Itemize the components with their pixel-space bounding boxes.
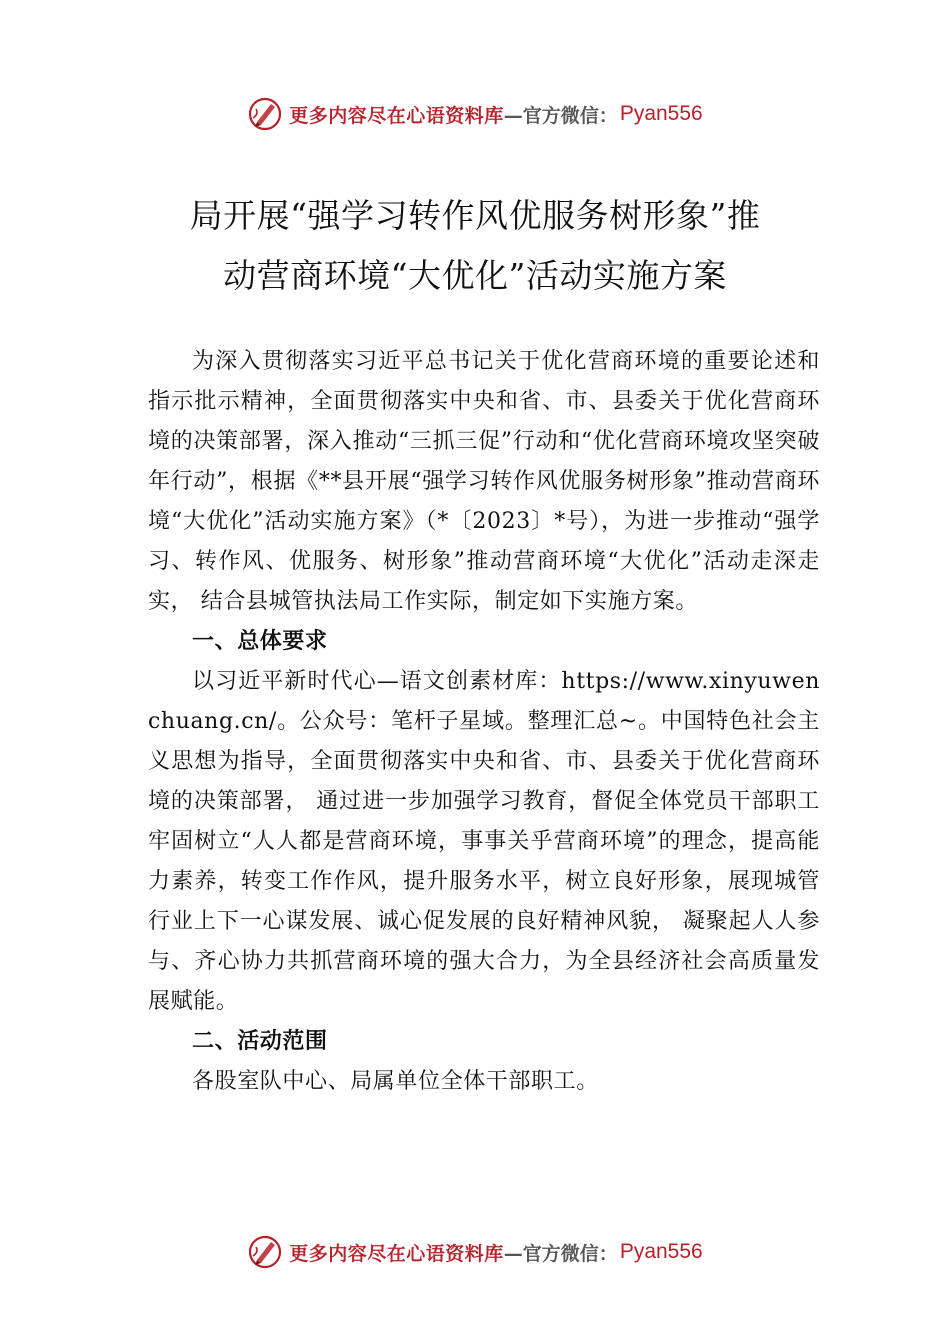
watermark-account: Pyan556 — [619, 1240, 703, 1263]
watermark-header — [0, 94, 950, 134]
pen-logo-icon — [247, 96, 283, 132]
document-title — [120, 186, 830, 306]
watermark-separator: —官方微信： — [503, 104, 618, 127]
pen-logo-icon — [247, 1234, 283, 1270]
section-heading-1: 一、总体要求 — [192, 629, 328, 654]
section-heading-2: 二、活动范围 — [192, 1029, 328, 1054]
title-line-2: 动营商环境“大优化”活动实施方案 — [223, 256, 727, 295]
watermark-main-text: 更多内容尽在心语资料库 — [289, 1242, 504, 1265]
watermark-main-text: 更多内容尽在心语资料库 — [289, 104, 504, 127]
intro-paragraph: 为深入贯彻落实习近平总书记关于优化营商环境的重要论述和指示批示精神，全面贯彻落实中央和省、市、县委关于优化营商环境的决策部署，深入推动“三抓三促”行动和“优化营商环境攻坚突破年行动”，根据《**县开展“强学习转作风优服务树形象”推动营商环境“大优化”活动实施方案》（*〔2023〕*号），为进一步推动“强学习、转作风、优服务、树形象”推动营商环境“大优化”活动走深走实， 结合县城管执法局工作实际，制定如下实施方案。 — [148, 349, 820, 614]
watermark-footer — [0, 1232, 950, 1272]
title-line-1: 局开展“强学习转作风优服务树形象”推 — [189, 196, 761, 235]
document-body — [148, 342, 820, 1102]
watermark-separator: —官方微信： — [503, 1242, 618, 1265]
watermark-account: Pyan556 — [619, 102, 703, 125]
section-2-paragraph: 各股室队中心、局属单位全体干部职工。 — [192, 1069, 599, 1094]
section-1-paragraph: 以习近平新时代心—语文创素材库：https://www.xinyuwenchuang.cn/。公众号：笔杆子星域。整理汇总~。中国特色社会主义思想为指导，全面贯彻落实中央和省、市、县委关于优化营商环境的决策部署， 通过进一步加强学习教育，督促全体党员干部职工牢固树立“人人都是营商环境，事事关乎营商环境”的理念，提高能力素养，转变工作作风，提升服务水平，树立良好形象，展现城管行业上下一心谋发展、诚心促发展的良好精神风貌， 凝聚起人人参与、齐心协力共抓营商环境的强大合力，为全县经济社会高质量发展赋能。 — [148, 669, 820, 1014]
